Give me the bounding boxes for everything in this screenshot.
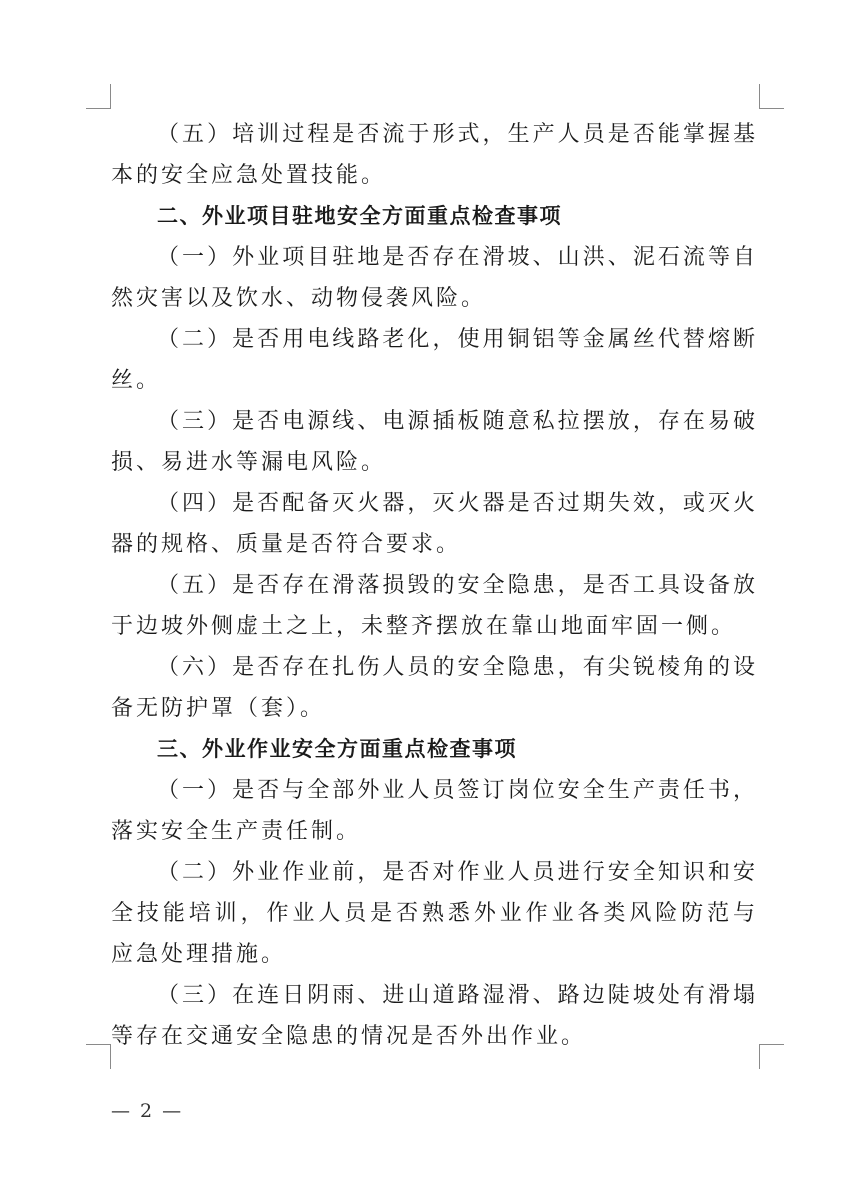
paragraph: （三）在连日阴雨、进山道路湿滑、路边陡坡处有滑塌等存在交通安全隐患的情况是否外出作业。 bbox=[111, 983, 758, 1049]
paragraph: （四）是否配备灭火器，灭火器是否过期失效，或灭火器的规格、质量是否符合要求。 bbox=[111, 491, 758, 557]
paragraph: （五）是否存在滑落损毁的安全隐患，是否工具设备放于边坡外侧虚土之上，未整齐摆放在靠山地面牢固一侧。 bbox=[111, 573, 758, 639]
section-heading: 三、外业作业安全方面重点检查事项 bbox=[157, 737, 517, 761]
section-heading: 二、外业项目驻地安全方面重点检查事项 bbox=[157, 204, 562, 228]
paragraph: （二）外业作业前，是否对作业人员进行安全知识和安全技能培训，作业人员是否熟悉外业作业各类风险防范与应急处理措施。 bbox=[111, 860, 758, 967]
paragraph: （六）是否存在扎伤人员的安全隐患，有尖锐棱角的设备无防护罩（套）。 bbox=[111, 655, 758, 721]
paragraph: （五）培训过程是否流于形式，生产人员是否能掌握基本的安全应急处置技能。 bbox=[111, 122, 758, 188]
crop-mark-bottom-left bbox=[86, 1044, 111, 1069]
paragraph: （一）外业项目驻地是否存在滑坡、山洪、泥石流等自然灾害以及饮水、动物侵袭风险。 bbox=[111, 245, 758, 311]
paragraph: （二）是否用电线路老化，使用铜铝等金属丝代替熔断丝。 bbox=[111, 327, 758, 393]
page-number: — 2 — bbox=[111, 1100, 184, 1122]
paragraph: （一）是否与全部外业人员签订岗位安全生产责任书，落实安全生产责任制。 bbox=[111, 778, 758, 844]
crop-mark-top-left bbox=[86, 84, 111, 109]
crop-mark-bottom-right bbox=[759, 1044, 784, 1069]
paragraph: （三）是否电源线、电源插板随意私拉摆放，存在易破损、易进水等漏电风险。 bbox=[111, 409, 758, 475]
document-body bbox=[111, 114, 758, 1057]
crop-mark-top-right bbox=[759, 84, 784, 109]
